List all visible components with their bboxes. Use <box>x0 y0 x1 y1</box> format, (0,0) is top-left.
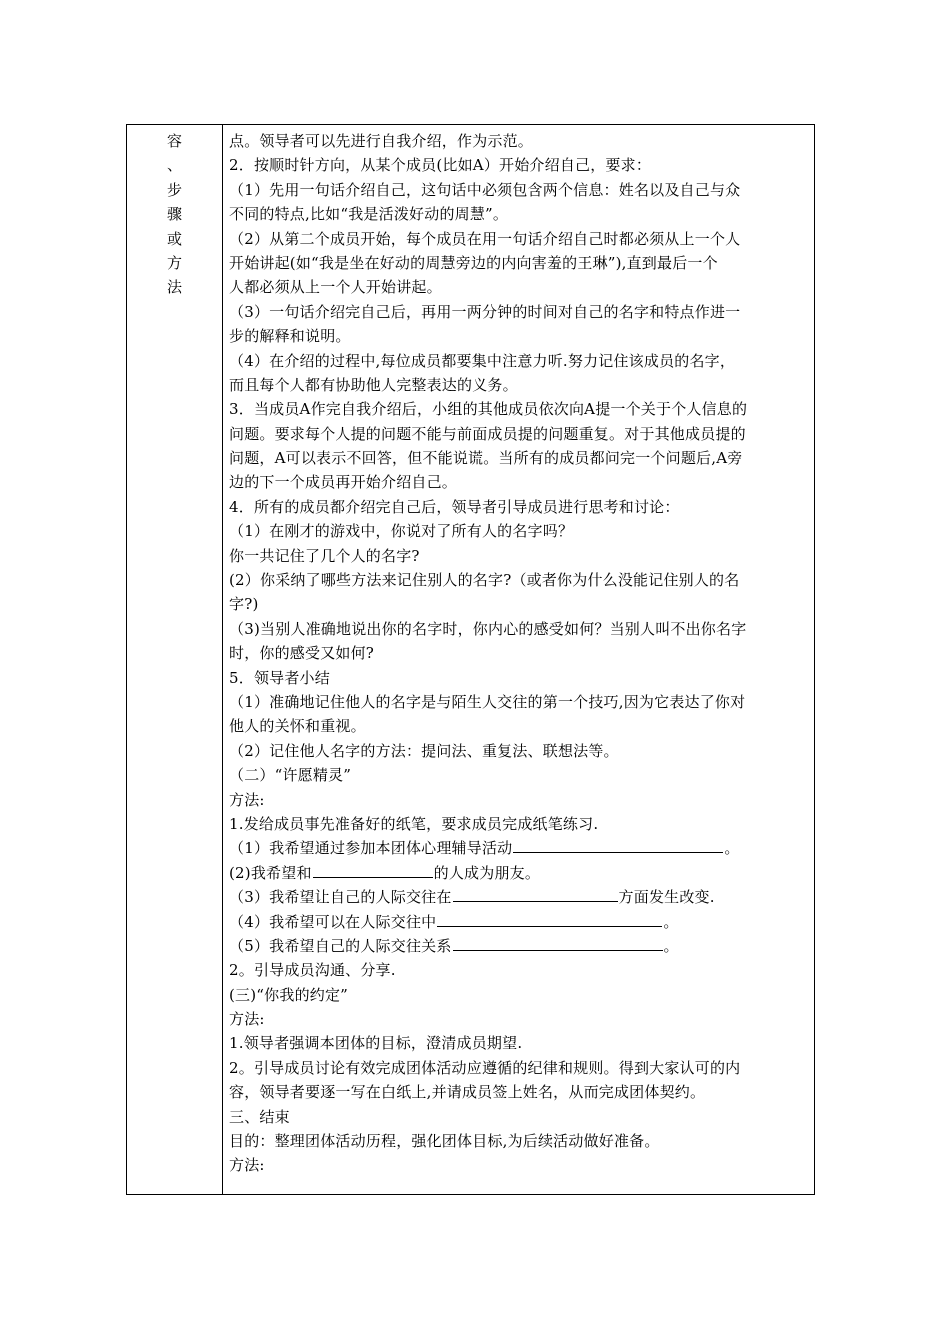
fill-in-line <box>229 934 814 958</box>
fill-in-prefix: （1）我希望通过参加本团体心理辅导活动 <box>229 839 513 858</box>
text-line: 目的：整理团体活动历程，强化团体目标,为后续活动做好准备。 <box>229 1132 660 1151</box>
text-line: 人都必须从上一个人开始讲起。 <box>229 278 442 297</box>
text-line: 2．按顺时针方向，从某个成员(比如A）开始介绍自己，要求： <box>229 156 652 175</box>
fill-in-prefix: (2)我希望和 <box>229 863 312 882</box>
fill-in-suffix: 的人成为朋友。 <box>433 863 541 882</box>
text-line: 2。引导成员沟通、分享. <box>229 961 396 980</box>
fill-in-suffix: 。 <box>724 839 740 858</box>
section-label-char: 方 <box>166 253 182 272</box>
text-line: 1.领导者强调本团体的目标，澄清成员期望. <box>229 1034 523 1053</box>
text-line: 问题。要求每个人提的问题不能与前面成员提的问题重复。对于其他成员提的 <box>229 424 746 443</box>
text-line: （2）从第二个成员开始，每个成员在用一句话介绍自己时都必须从上一个人 <box>229 229 741 248</box>
section-label-char: 骤 <box>166 205 182 224</box>
text-line: 三、结束 <box>229 1107 290 1126</box>
text-line: 你一共记住了几个人的名字? <box>229 546 420 565</box>
fill-in-suffix: 。 <box>663 912 679 931</box>
text-line: 5．领导者小结 <box>229 668 330 687</box>
fill-in-suffix: 方面发生改变. <box>618 888 715 907</box>
fill-in-prefix: （4）我希望可以在人际交往中 <box>229 912 437 931</box>
text-line: （1）在刚才的游戏中，你说对了所有人的名字吗？ <box>229 522 574 541</box>
text-line: (三)“你我的约定” <box>229 985 349 1004</box>
text-line: 他人的关怀和重视。 <box>229 717 366 736</box>
text-line: （1）准确地记住他人的名字是与陌生人交往的第一个技巧,因为它表达了你对 <box>229 692 746 711</box>
fill-in-line <box>229 885 814 909</box>
text-line: （二）“许愿精灵” <box>229 766 352 785</box>
text-line: 方法: <box>229 1156 265 1175</box>
text-line: （1）先用一句话介绍自己，这句话中必须包含两个信息：姓名以及自己与众 <box>229 180 741 199</box>
content-table <box>126 124 815 1195</box>
text-line: 1.发给成员事先准备好的纸笔，要求成员完成纸笔练习. <box>229 814 599 833</box>
text-line: 时，你的感受又如何? <box>229 644 375 663</box>
fill-in-prefix: （3）我希望让自己的人际交往在 <box>229 888 452 907</box>
text-line: （3)当别人准确地说出你的名字时，你内心的感受如何？当别人叫不出你名字 <box>229 619 747 638</box>
text-line: 而且每个人都有协助他人完整表达的义务。 <box>229 375 518 394</box>
section-label-char: 法 <box>166 278 182 297</box>
fill-in-blank[interactable] <box>513 837 723 853</box>
text-line: 开始讲起(如“我是坐在好动的周慧旁边的内向害羞的王琳”),直到最后一个 <box>229 253 718 272</box>
text-line: 方法: <box>229 1010 265 1029</box>
text-line: (2）你采纳了哪些方法来记住别人的名字?（或者你为什么没能记住别人的名 <box>229 571 740 590</box>
text-line: 字?) <box>229 595 259 614</box>
text-line: 问题，A可以表示不回答，但不能说谎。当所有的成员都问完一个问题后,A旁 <box>229 449 743 468</box>
text-line: 方法: <box>229 790 265 809</box>
text-line: 点。领导者可以先进行自我介绍，作为示范。 <box>229 132 534 150</box>
fill-in-line <box>229 861 814 885</box>
text-line: （2）记住他人名字的方法：提问法、重复法、联想法等。 <box>229 741 619 760</box>
section-label-char: 容 <box>166 132 182 150</box>
content-column <box>223 125 814 1194</box>
fill-in-line <box>229 836 814 860</box>
fill-in-blank[interactable] <box>437 911 662 927</box>
text-line: 容，领导者要逐一写在白纸上,并请成员签上姓名，从而完成团体契约。 <box>229 1083 706 1102</box>
section-label-char: 或 <box>166 229 182 248</box>
fill-in-line <box>229 910 814 934</box>
fill-in-blank[interactable] <box>313 862 433 878</box>
fill-in-blank[interactable] <box>453 935 663 951</box>
text-line: 步的解释和说明。 <box>229 327 351 346</box>
fill-in-blank[interactable] <box>453 886 618 902</box>
fill-in-prefix: （5）我希望自己的人际交往关系 <box>229 936 452 955</box>
text-line: （3）一句话介绍完自己后，再用一两分钟的时间对自己的名字和特点作进一 <box>229 302 741 321</box>
text-line: 3．当成员A作完自我介绍后，小组的其他成员依次向A提一个关于个人信息的 <box>229 400 748 419</box>
text-line: 不同的特点,比如“我是活泼好动的周慧”。 <box>229 205 509 224</box>
text-line: 边的下一个成员再开始介绍自己。 <box>229 473 458 492</box>
text-line: 4．所有的成员都介绍完自己后，领导者引导成员进行思考和讨论： <box>229 497 680 516</box>
section-label-char: 、 <box>166 156 182 175</box>
text-line: 2。引导成员讨论有效完成团体活动应遵循的纪律和规则。得到大家认可的内 <box>229 1058 741 1077</box>
section-label-char: 步 <box>166 180 182 199</box>
section-label-column <box>127 125 223 1194</box>
fill-in-suffix: 。 <box>663 936 679 955</box>
text-line: （4）在介绍的过程中,每位成员都要集中注意力听.努力记住该成员的名字， <box>229 351 736 370</box>
